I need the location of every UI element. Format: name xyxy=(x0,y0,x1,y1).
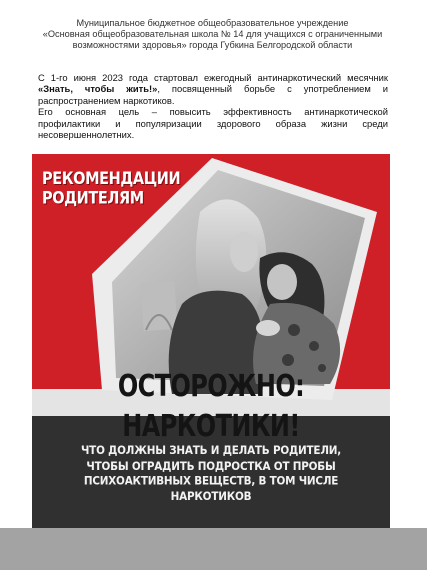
poster-heading-line-1: РЕКОМЕНДАЦИИ xyxy=(42,170,181,189)
header-line-1: Муниципальное бюджетное общеобразовательное учреждение xyxy=(76,18,349,28)
header-line-2: «Основная общеобразовательная школа № 14 для учащихся с ограниченными xyxy=(42,29,383,39)
poster-heading-line-2: РОДИТЕЛЯМ xyxy=(42,189,144,208)
poster-warning-title: ОСТОРОЖНО: НАРКОТИКИ! xyxy=(117,368,305,444)
intro-p1-end: , посвященный борьбе с употреблением и распространением наркотиков. xyxy=(38,83,389,106)
intro-text xyxy=(38,72,388,140)
school-header xyxy=(30,18,395,51)
poster-heading xyxy=(42,170,182,209)
intro-p1-start: С 1-го июня 2023 года стартовал ежегодный антинаркотический месячник xyxy=(38,72,388,83)
header-line-3: возможностями здоровья» города Губкина Белгородской области xyxy=(72,40,353,50)
intro-paragraph-1 xyxy=(38,72,388,106)
poster-subtext: ЧТО ДОЛЖНЫ ЗНАТЬ И ДЕЛАТЬ РОДИТЕЛИ, ЧТОБЫ ОГРАДИТЬ ПОДРОСТКА ОТ ПРОБЫ ПСИХОАКТИВНЫХ ВЕЩЕСТВ, В ТОМ ЧИСЛЕ НАРКОТИКОВ xyxy=(80,444,342,503)
viewer-bottom-band xyxy=(0,528,427,570)
intro-paragraph-2: Его основная цель – повысить эффективность антинаркотической профилактики и популяризации здорового образа жизни среди несовершеннолетних. xyxy=(38,106,388,141)
campaign-name: «Знать, чтобы жить!» xyxy=(38,83,158,95)
poster xyxy=(32,154,390,528)
